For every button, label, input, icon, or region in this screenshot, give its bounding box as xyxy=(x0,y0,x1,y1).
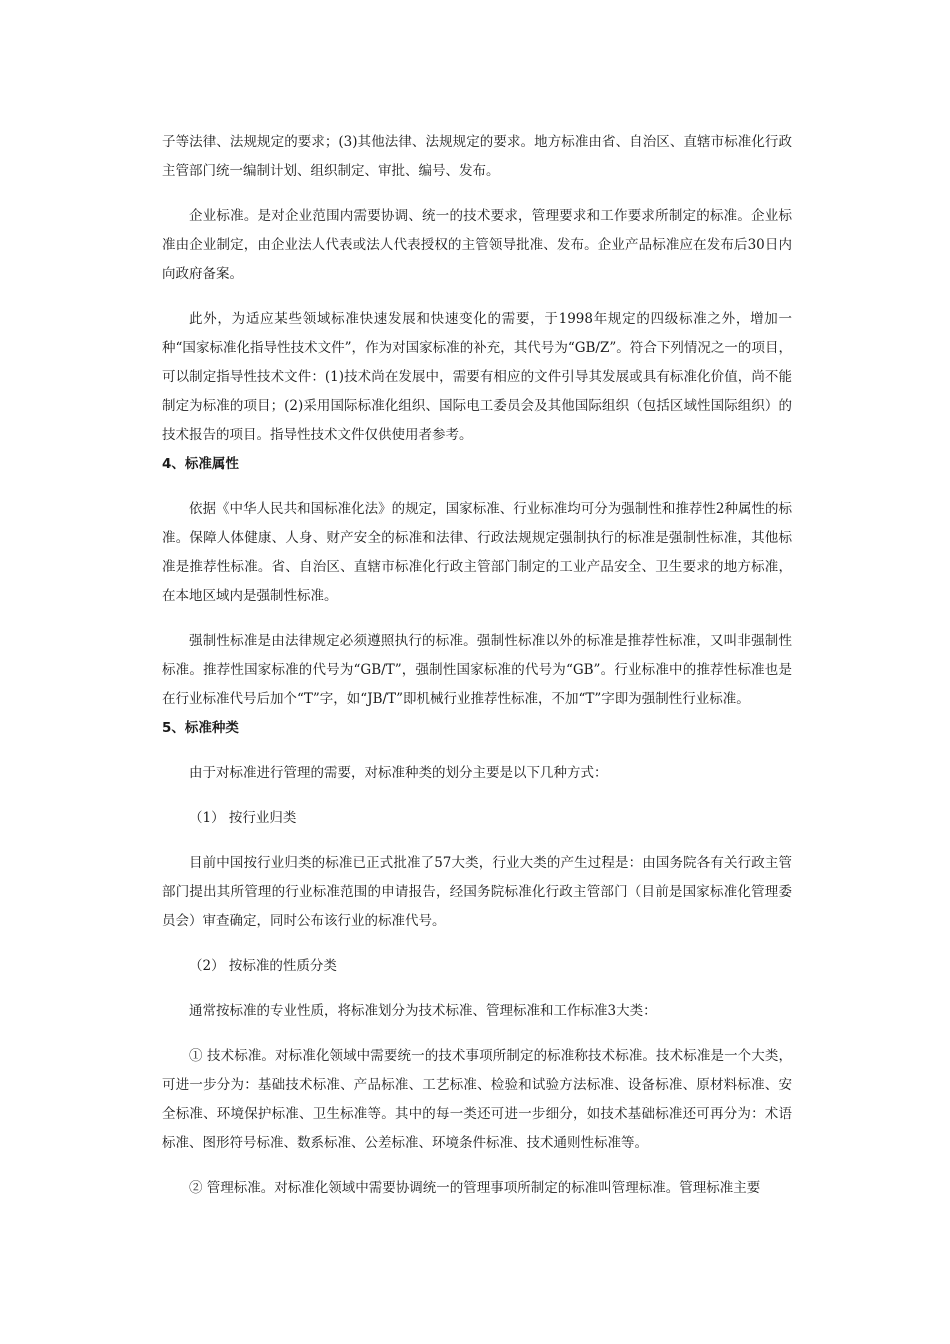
paragraph-three-categories: 通常按标准的专业性质，将标准划分为技术标准、管理标准和工作标准3大类： xyxy=(189,1003,657,1019)
section-heading-standard-types: 5、标准种类 xyxy=(162,720,239,736)
subheading-by-nature: （2） 按标准的性质分类 xyxy=(189,958,337,974)
paragraph-classification-intro: 由于对标准进行管理的需要，对标准种类的划分主要是以下几种方式： xyxy=(189,765,608,781)
paragraph-technical-standards: ① 技术标准。对标准化领域中需要统一的技术事项所制定的标准称技术标准。技术标准是一个大类，可进一步分为：基础技术标准、产品标准、工艺标准、检验和试验方法标准、设备标准、原材料标准、安全标准、环境保护标准、卫生标准等。其中的每一类还可进一步细分，如技术基础标准还可再分为：术语标准、图形符号标准、数系标准、公差标准、环境条件标准、技术通则性标准等。 xyxy=(162,1048,792,1151)
paragraph-industry-categories: 目前中国按行业归类的标准已正式批准了57大类，行业大类的产生过程是：由国务院各有关行政主管部门提出其所管理的行业标准范围的申请报告，经国务院标准化行政主管部门（目前是国家标准化管理委员会）审查确定，同时公布该行业的标准代号。 xyxy=(162,855,792,929)
paragraph-guidance-documents: 此外，为适应某些领域标准快速发展和快速变化的需要，于1998年规定的四级标准之外，增加一种“国家标准化指导性技术文件”，作为对国家标准的补充，其代号为“GB/Z”。符合下列情况之一的项目，可以制定指导性技术文件：(1)技术尚在发展中，需要有相应的文件引导其发展或具有标准化价值，尚不能制定为标准的项目；(2)采用国际标准化组织、国际电工委员会及其他国际组织（包括区域性国际组织）的技术报告的项目。指导性技术文件仅供使用者参考。 xyxy=(162,311,792,443)
paragraph-enterprise-standards: 企业标准。是对企业范围内需要协调、统一的技术要求，管理要求和工作要求所制定的标准。企业标准由企业制定，由企业法人代表或法人代表授权的主管领导批准、发布。企业产品标准应在发布后30日内向政府备案。 xyxy=(162,208,792,282)
document-page xyxy=(162,128,792,1203)
paragraph-mandatory-recommended: 依据《中华人民共和国标准化法》的规定，国家标准、行业标准均可分为强制性和推荐性2种属性的标准。保障人体健康、人身、财产安全的标准和法律、行政法规规定强制执行的标准是强制性标准，其他标准是推荐性标准。省、自治区、直辖市标准化行政主管部门制定的工业产品安全、卫生要求的地方标准，在本地区域内是强制性标准。 xyxy=(162,501,792,604)
subheading-by-industry: （1） 按行业归类 xyxy=(189,810,297,826)
paragraph-management-standards: ② 管理标准。对标准化领域中需要协调统一的管理事项所制定的标准叫管理标准。管理标准主要 xyxy=(189,1180,761,1196)
section-heading-standard-attributes: 4、标准属性 xyxy=(162,456,239,472)
paragraph-mandatory-standards: 强制性标准是由法律规定必须遵照执行的标准。强制性标准以外的标准是推荐性标准，又叫非强制性标准。推荐性国家标准的代号为“GB/T”，强制性国家标准的代号为“GB”。行业标准中的推荐性标准也是在行业标准代号后加个“T”字，如“JB/T”即机械行业推荐性标准，不加“T”字即为强制性行业标准。 xyxy=(162,633,792,707)
paragraph-local-standards: 子等法律、法规规定的要求；(3)其他法律、法规规定的要求。地方标准由省、自治区、直辖市标准化行政主管部门统一编制计划、组织制定、审批、编号、发布。 xyxy=(162,134,792,179)
